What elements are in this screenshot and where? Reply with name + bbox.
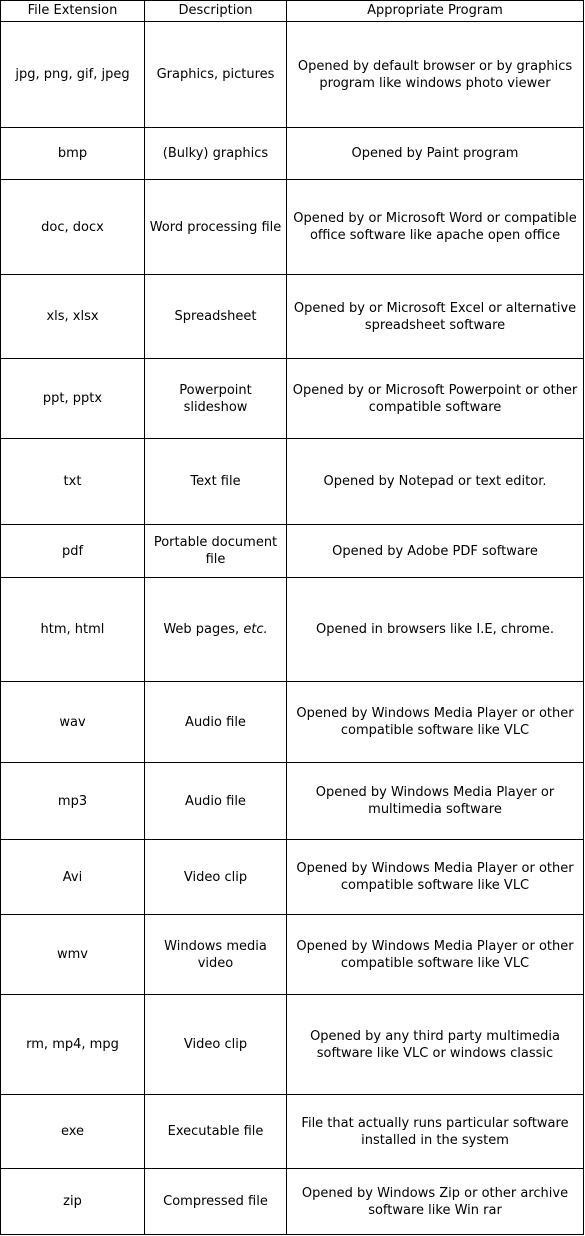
table-row xyxy=(1,840,584,915)
description-emphasis: etc. xyxy=(243,622,268,637)
cell-description: Audio file xyxy=(145,682,287,763)
cell-program: Opened by Windows Media Player or other compatible software like VLC xyxy=(287,915,584,995)
table-row xyxy=(1,525,584,578)
cell-extension: exe xyxy=(1,1095,145,1169)
table-row xyxy=(1,578,584,682)
cell-extension: xls, xlsx xyxy=(1,275,145,359)
table-row xyxy=(1,128,584,180)
cell-program: Opened by Notepad or text editor. xyxy=(287,439,584,525)
cell-program: Opened by Windows Media Player or other compatible software like VLC xyxy=(287,840,584,915)
cell-extension: ppt, pptx xyxy=(1,359,145,439)
table-row xyxy=(1,995,584,1095)
table-row xyxy=(1,763,584,840)
header-description: Description xyxy=(145,1,287,22)
cell-program: Opened by default browser or by graphics program like windows photo viewer xyxy=(287,22,584,128)
cell-extension: Avi xyxy=(1,840,145,915)
cell-extension: txt xyxy=(1,439,145,525)
header-file-extension: File Extension xyxy=(1,1,145,22)
cell-description: Word processing file xyxy=(145,180,287,275)
cell-program: Opened in browsers like I.E, chrome. xyxy=(287,578,584,682)
table-row xyxy=(1,180,584,275)
cell-program: Opened by Windows Media Player or other compatible software like VLC xyxy=(287,682,584,763)
cell-program: Opened by Paint program xyxy=(287,128,584,180)
cell-description: (Bulky) graphics xyxy=(145,128,287,180)
cell-extension: htm, html xyxy=(1,578,145,682)
table-row xyxy=(1,275,584,359)
cell-description: Audio file xyxy=(145,763,287,840)
cell-description: Portable document file xyxy=(145,525,287,578)
cell-extension: zip xyxy=(1,1169,145,1235)
cell-extension: rm, mp4, mpg xyxy=(1,995,145,1095)
cell-extension: doc, docx xyxy=(1,180,145,275)
cell-program: Opened by any third party multimedia software like VLC or windows classic xyxy=(287,995,584,1095)
header-appropriate-program: Appropriate Program xyxy=(287,1,584,22)
cell-description: Executable file xyxy=(145,1095,287,1169)
table-row xyxy=(1,915,584,995)
cell-description: Text file xyxy=(145,439,287,525)
cell-description: Windows media video xyxy=(145,915,287,995)
description-text: Web pages, xyxy=(163,622,240,637)
cell-program: Opened by Windows Zip or other archive software like Win rar xyxy=(287,1169,584,1235)
cell-extension: bmp xyxy=(1,128,145,180)
cell-program: Opened by Adobe PDF software xyxy=(287,525,584,578)
table-row xyxy=(1,1169,584,1235)
cell-extension: pdf xyxy=(1,525,145,578)
cell-extension: jpg, png, gif, jpeg xyxy=(1,22,145,128)
table-row xyxy=(1,359,584,439)
table-row xyxy=(1,1095,584,1169)
table-header-row xyxy=(1,1,584,22)
cell-program: Opened by or Microsoft Excel or alternative spreadsheet software xyxy=(287,275,584,359)
cell-program: Opened by or Microsoft Word or compatible office software like apache open office xyxy=(287,180,584,275)
cell-program: File that actually runs particular software installed in the system xyxy=(287,1095,584,1169)
cell-extension: mp3 xyxy=(1,763,145,840)
cell-description: Video clip xyxy=(145,840,287,915)
cell-description: Graphics, pictures xyxy=(145,22,287,128)
cell-description xyxy=(145,578,287,682)
table-row xyxy=(1,22,584,128)
cell-program: Opened by or Microsoft Powerpoint or other compatible software xyxy=(287,359,584,439)
cell-extension: wmv xyxy=(1,915,145,995)
table-row xyxy=(1,439,584,525)
cell-description: Video clip xyxy=(145,995,287,1095)
cell-description: Compressed file xyxy=(145,1169,287,1235)
cell-extension: wav xyxy=(1,682,145,763)
cell-description: Spreadsheet xyxy=(145,275,287,359)
table-row xyxy=(1,682,584,763)
cell-program: Opened by Windows Media Player or multimedia software xyxy=(287,763,584,840)
cell-description: Powerpoint slideshow xyxy=(145,359,287,439)
